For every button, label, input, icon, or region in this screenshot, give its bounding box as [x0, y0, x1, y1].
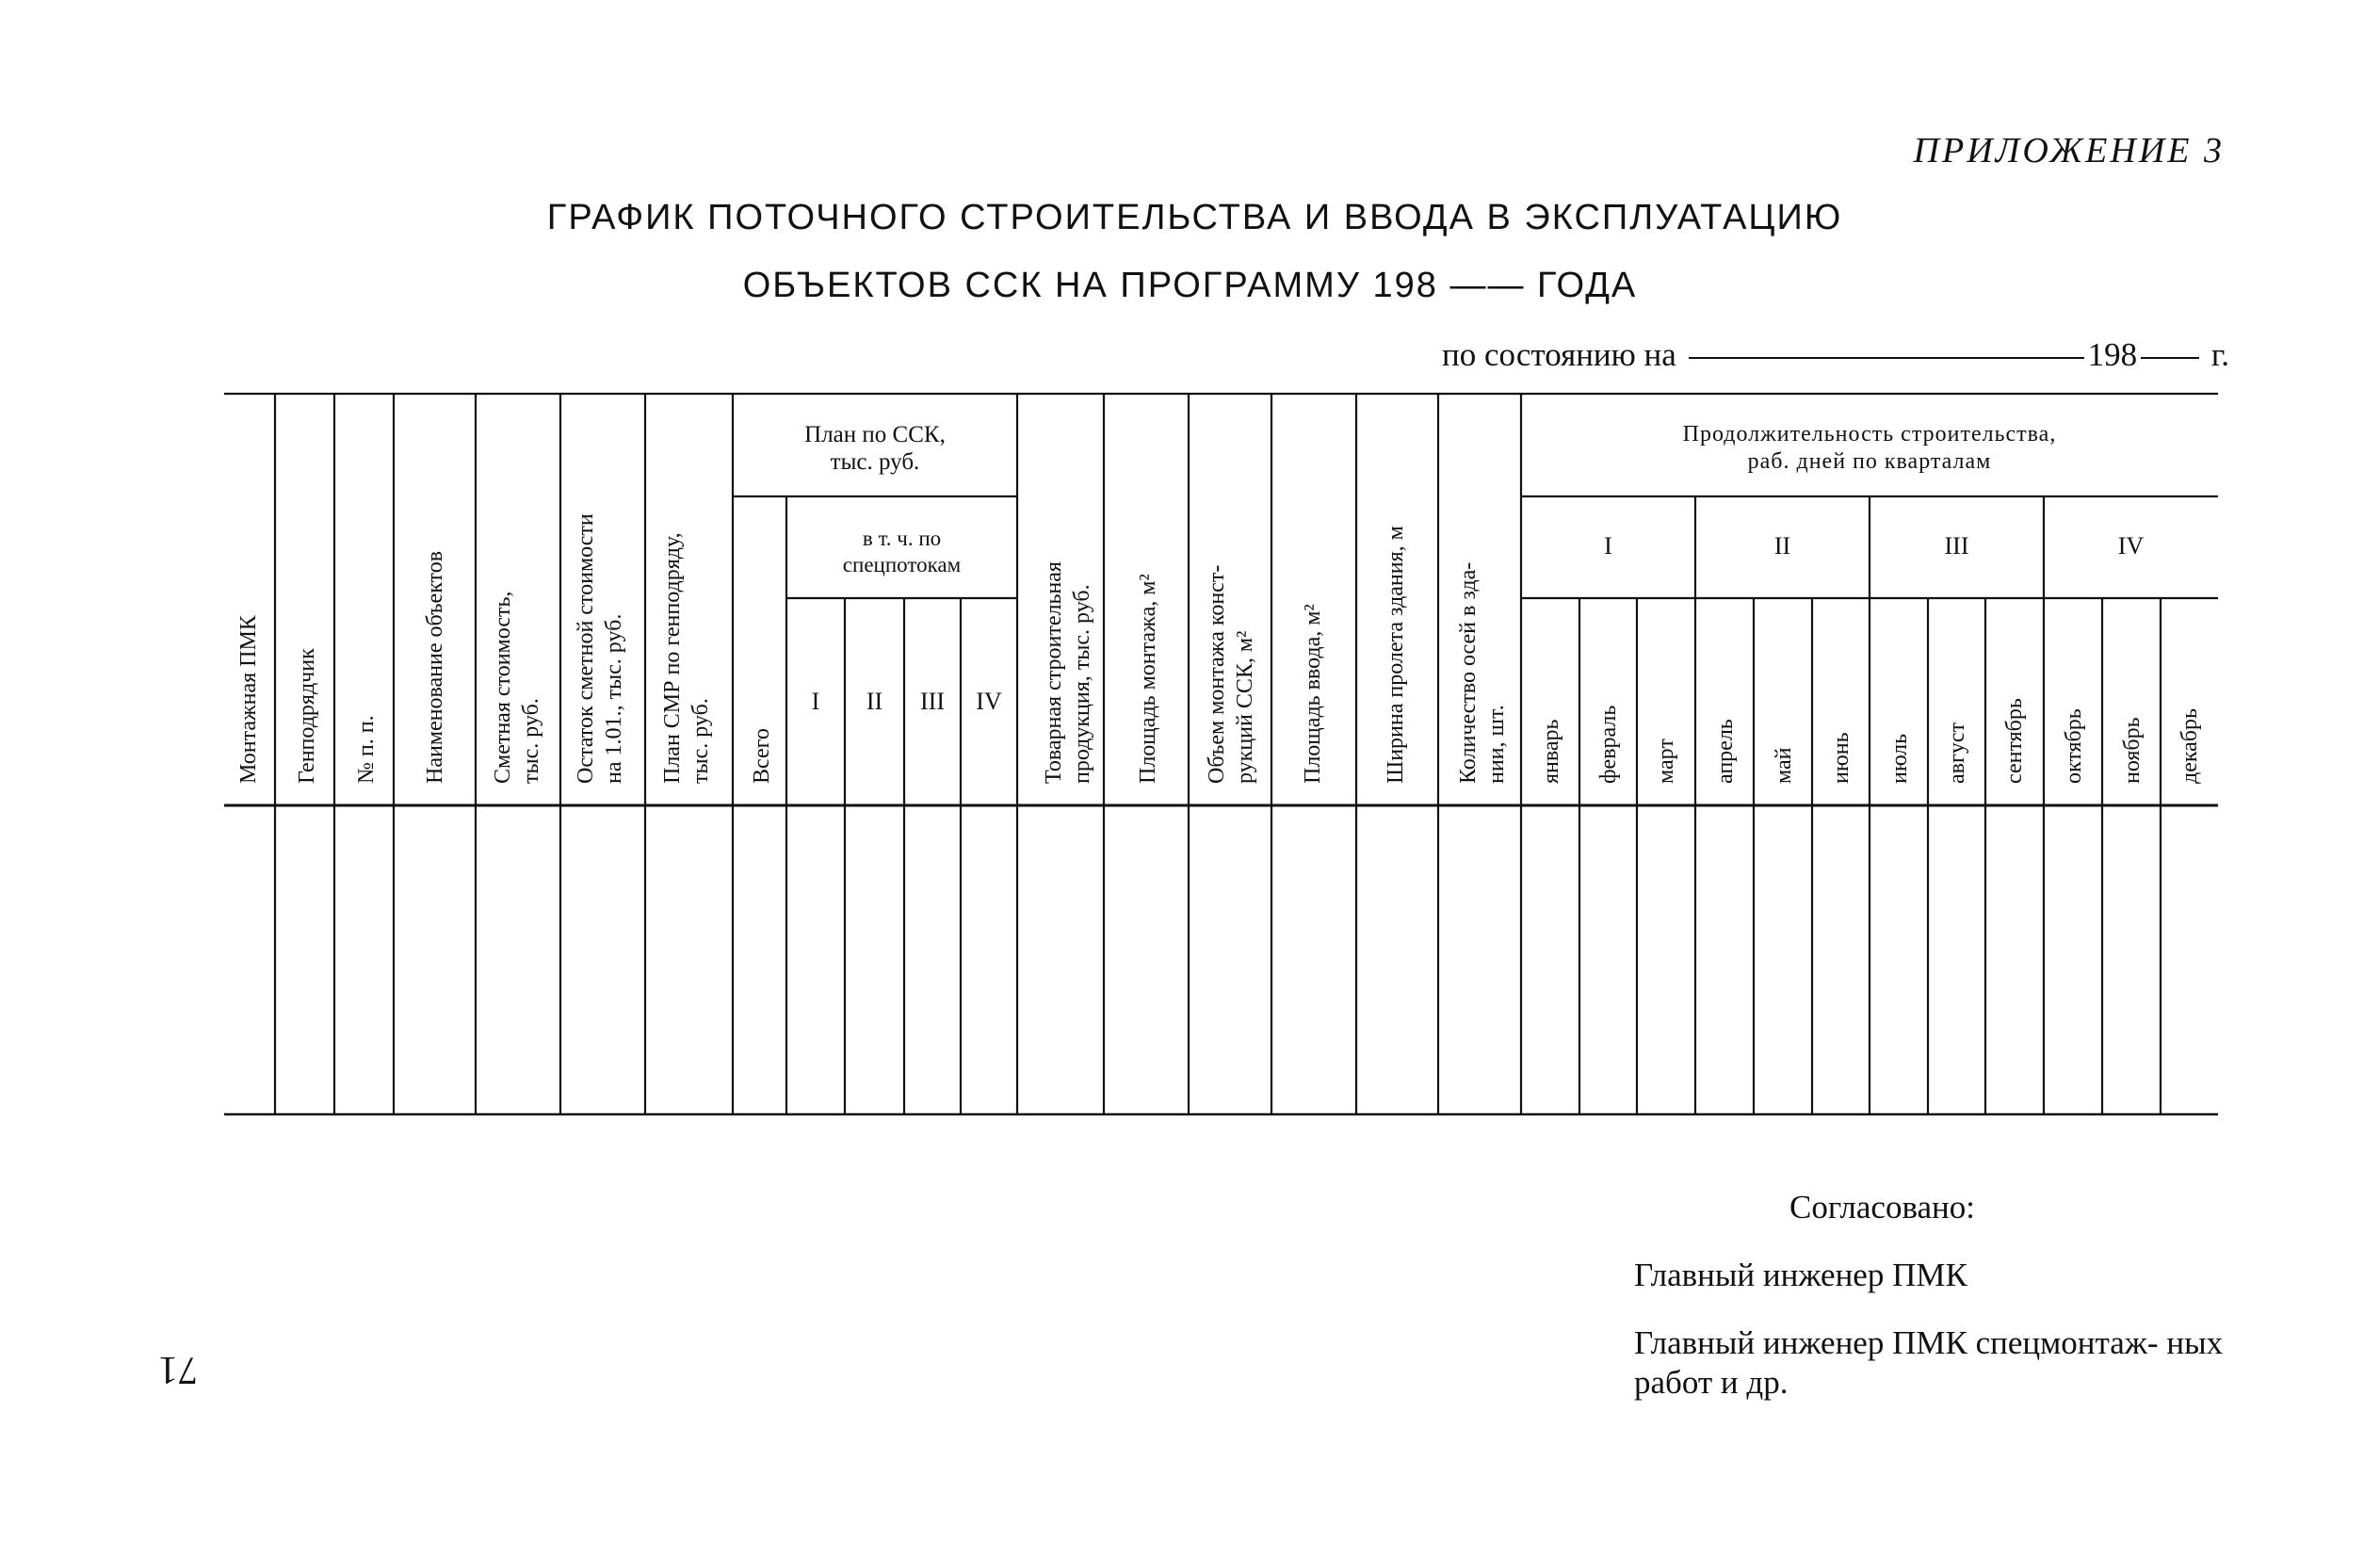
col-smet-cost-2: тыс. руб. — [519, 698, 543, 784]
col-smet-cost-1: Сметная стоимость, — [491, 591, 515, 784]
signer-chief-engineer: Главный инженер ПМК — [1634, 1257, 1967, 1293]
prodolzh-title-2: раб. дней по кварталам — [1747, 449, 1992, 474]
approved-label: Согласовано: — [1789, 1189, 1976, 1225]
plan-ssk-title-1: План по ССК, — [804, 422, 946, 447]
col-object-name: Наименование объектов — [423, 550, 447, 784]
document-title-line2: ОБЪЕКТОВ ССК НА ПРОГРАММУ 198 —— ГОДА — [742, 266, 1638, 305]
spets-title-1: в т. ч. по — [862, 527, 942, 550]
column-dividers — [275, 394, 1521, 1114]
col-obem-2: рукций ССК, м² — [1233, 630, 1257, 784]
month-apr: апрель — [1713, 719, 1738, 784]
month-oct: октябрь — [2062, 708, 2086, 784]
col-plan-smr-1: План СМР по генподряду, — [660, 532, 685, 784]
quarter-i: I — [1604, 532, 1612, 560]
spets-iv: IV — [976, 688, 1002, 715]
month-nov: ноябрь — [2120, 717, 2145, 784]
status-year: 198 — [2087, 336, 2138, 373]
month-sep: сентябрь — [2002, 698, 2027, 784]
month-mar: март — [1654, 738, 1678, 784]
month-may: май — [1772, 747, 1796, 784]
col-kolvo-2: нии, шт. — [1484, 705, 1509, 784]
quarter-iii: III — [1944, 532, 1969, 560]
month-jun: июнь — [1829, 732, 1854, 784]
appendix-label: ПРИЛОЖЕНИЕ 3 — [1913, 131, 2225, 170]
quarter-iv: IV — [2117, 532, 2145, 560]
spets-iii: III — [920, 688, 945, 715]
signer-chief-engineer-special: Главный инженер ПМК спецмонтаж- ных работ и др. — [1634, 1324, 2224, 1401]
col-montazh-pmk: Монтажная ПМК — [236, 615, 261, 784]
col-pl-vvoda: Площадь ввода, м² — [1301, 604, 1325, 784]
status-suffix: г. — [2210, 336, 2229, 373]
spets-i: I — [811, 688, 820, 715]
month-jul: июль — [1887, 733, 1912, 784]
prodolzh-title-1: Продолжительность строительства, — [1682, 422, 2057, 446]
month-dec: декабрь — [2178, 708, 2202, 784]
col-plan-smr-2: тыс. руб. — [688, 698, 713, 784]
col-ostatok-1: Остаток сметной стоимости — [574, 513, 598, 784]
col-pl-montazh: Площадь монтажа, м² — [1136, 574, 1160, 784]
col-vsego: Всего — [750, 728, 774, 784]
status-prefix: по состоянию на — [1442, 336, 1676, 373]
col-ostatok-2: на 1.01., тыс. руб. — [602, 613, 626, 784]
col-genpodryadchik: Генподрядчик — [295, 648, 319, 784]
spets-title-2: спецпотокам — [842, 553, 962, 576]
document-title-line1: ГРАФИК ПОТОЧНОГО СТРОИТЕЛЬСТВА И ВВОДА В ЭКСПЛУАТАЦИЮ — [546, 198, 1843, 237]
month-feb: февраль — [1596, 705, 1621, 784]
month-aug: август — [1945, 722, 1969, 784]
col-tovar-1: Товарная строительная — [1042, 561, 1066, 784]
spets-ii: II — [866, 688, 883, 715]
page-number: 71 — [158, 1348, 198, 1391]
col-number: № п. п. — [354, 715, 379, 784]
month-jan: январь — [1539, 719, 1563, 784]
col-kolvo-1: Количество осей в зда- — [1456, 561, 1481, 784]
col-shirina: Ширина пролета здания, м — [1384, 526, 1408, 784]
plan-ssk-title-2: тыс. руб. — [830, 449, 920, 475]
col-tovar-2: продукция, тыс. руб. — [1070, 584, 1094, 784]
col-obem-1: Объем монтажа конст- — [1205, 564, 1229, 784]
quarter-ii: II — [1773, 532, 1791, 560]
